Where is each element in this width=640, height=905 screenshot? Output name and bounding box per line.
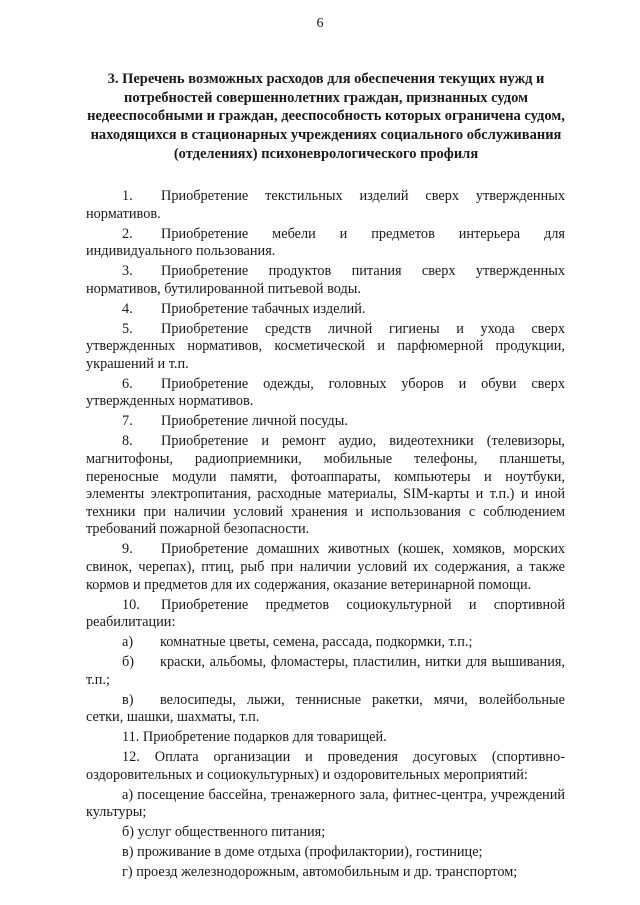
item-text: Приобретение продуктов питания сверх утвержденных нормативов, бутилированной питьевой воды. (86, 263, 565, 297)
item-text: Приобретение одежды, головных уборов и обуви сверх утвержденных нормативов. (86, 375, 565, 410)
list-item: 12. Оплата организации и проведения досуговых (спортивно-оздоровительных и социокультурных) и оздоровительных мероприятий: (86, 749, 565, 783)
list-item (86, 301, 565, 319)
list-item (86, 263, 565, 298)
sub-list-item: в) проживание в доме отдыха (профилактории), гостинице; (122, 844, 483, 861)
item-text: Приобретение домашних животных (кошек, хомяков, морских свинок, черепах), птиц, рыб при наличии условий их содержания, а также кормов и предметов для их содержания, оказание ветеринарной помощи. (86, 541, 565, 593)
page-number: 6 (316, 16, 324, 31)
list-item (86, 433, 565, 539)
sub-list-item (86, 634, 565, 652)
list-item (86, 597, 565, 632)
document-body (86, 188, 565, 884)
item-number: 7. (122, 413, 133, 430)
sub-list-item (86, 654, 565, 689)
item-text: Приобретение личной посуды. (161, 413, 348, 430)
sub-item-text: велосипеды, лыжи, теннисные ракетки, мячи, волейбольные сетки, шашки, шахматы, т.п. (86, 691, 565, 726)
item-number: 9. (122, 541, 133, 558)
list-item (86, 226, 565, 261)
list-item (86, 541, 565, 594)
item-number: 1. (122, 188, 133, 204)
item-text: Приобретение мебели и предметов интерьера для индивидуального пользования. (86, 225, 565, 260)
sub-item-letter: в) (122, 691, 134, 708)
sub-item-letter: а) (122, 634, 134, 651)
item-text: Приобретение средств личной гигиены и ухода сверх утвержденных нормативов, косметической и парфюмерной продукции, украшений и т.п. (86, 320, 565, 372)
item-text: Приобретение предметов социокультурной и спортивной реабилитации: (86, 596, 565, 631)
sub-item-letter: б) (122, 654, 135, 671)
list-item (86, 188, 565, 223)
item-number: 8. (122, 433, 133, 450)
item-number: 4. (122, 300, 133, 317)
item-number: 10. (122, 596, 140, 613)
section-title: 3. Перечень возможных расходов для обеспечения текущих нужд и потребностей совершеннолетних граждан, признанных судом недееспособными и граждан, дееспособность которых ограничена судом, находящихся в стационарных учреждениях социального обслуживания (отделениях) психоневрологического профиля (87, 71, 565, 162)
list-item (86, 376, 565, 411)
item-text: Приобретение и ремонт аудио, видеотехники (телевизоры, магнитофоны, радиоприемники, мобильные телефоны, планшеты, переносные модули памяти, фотоаппараты, компьютеры и ноутбуки, элементы электропитания, расходные материалы, SIM-карты и т.п.) и иной техники при наличии условий хранения и использования с соблюдением требований пожарной безопасности. (86, 433, 565, 538)
sub-list-item: б) услуг общественного питания; (122, 824, 326, 841)
sub-item-text: краски, альбомы, фломастеры, пластилин, нитки для вышивания, т.п.; (86, 654, 565, 688)
item-number: 2. (122, 225, 133, 242)
list-item: 11. Приобретение подарков для товарищей. (122, 729, 387, 746)
list-item (86, 413, 565, 431)
sub-list-item (86, 692, 565, 727)
list-item (86, 321, 565, 374)
item-number: 6. (122, 375, 133, 392)
item-number: 5. (122, 320, 133, 337)
sub-list-item: г) проезд железнодорожным, автомобильным и др. транспортом; (122, 864, 518, 881)
item-text: Приобретение текстильных изделий сверх утвержденных нормативов. (86, 188, 565, 222)
sub-list-item: а) посещение бассейна, тренажерного зала, фитнес-центра, учреждений культуры; (86, 786, 565, 821)
sub-item-text: комнатные цветы, семена, рассада, подкормки, т.п.; (160, 634, 473, 651)
item-text: Приобретение табачных изделий. (161, 300, 366, 317)
item-number: 3. (122, 263, 133, 280)
